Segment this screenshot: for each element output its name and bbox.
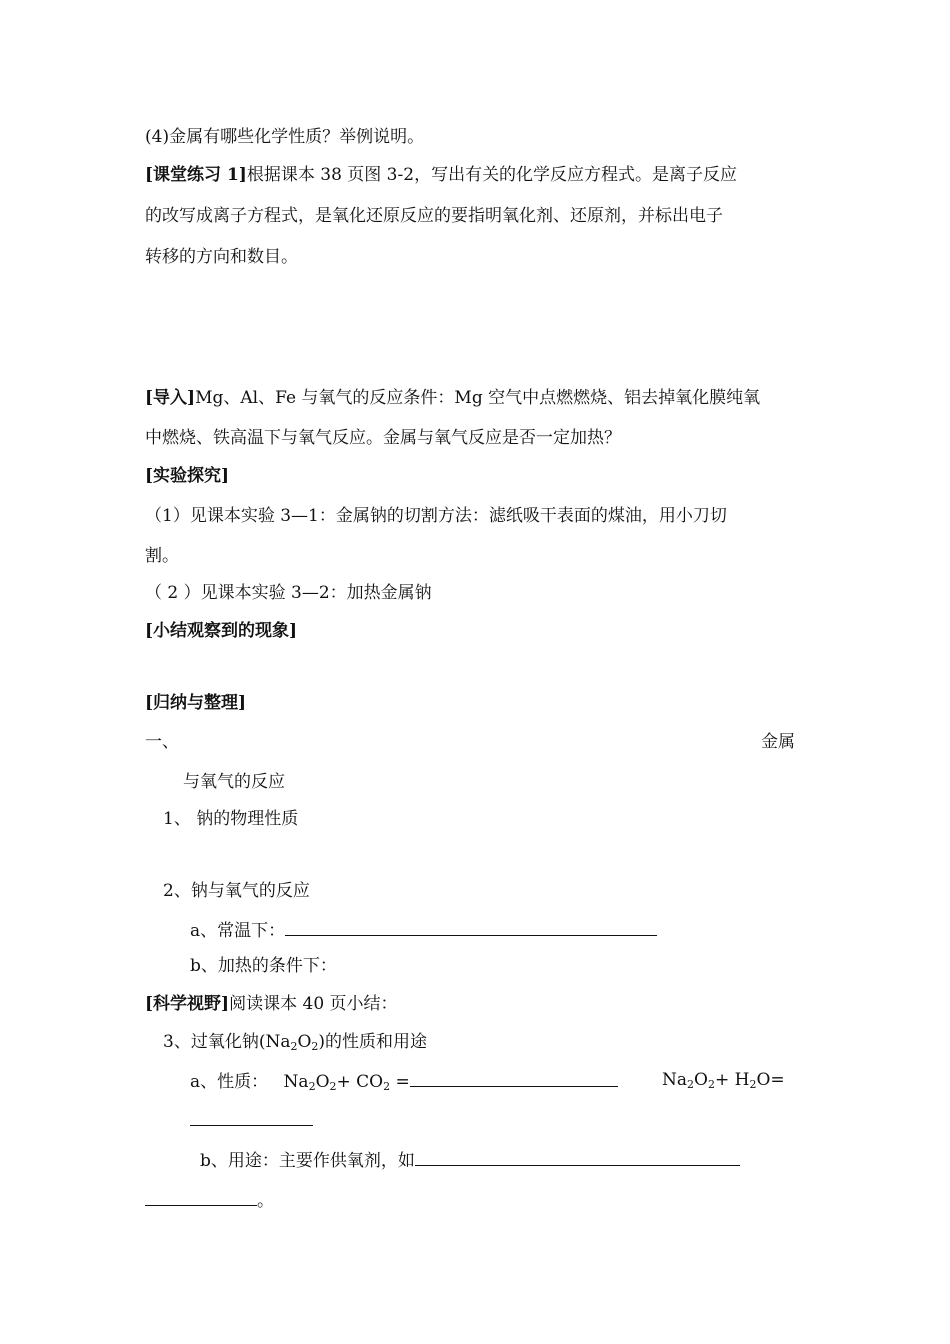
experiment-item-2: （ 2 ）见课本实验 3—2：加热金属钠 — [145, 583, 432, 603]
item-3b-text: b、用途：主要作供氧剂，如 — [200, 1151, 415, 1171]
item-3-sub-2: 2 — [311, 1040, 319, 1053]
section-1-title-a: 金属 — [761, 732, 795, 752]
practice-line-1 — [145, 164, 737, 186]
item-3-sub-1: 2 — [290, 1040, 298, 1053]
answer-blank-room-temp[interactable] — [285, 918, 657, 936]
item-3b-end: 。 — [257, 1191, 274, 1211]
intro-line-2: 中燃烧、铁高温下与氧气反应。金属与氧气反应是否一定加热？ — [145, 428, 621, 448]
equation-h2o: $Na_2O_2+ H_2O=$ — [662, 1070, 785, 1091]
practice-text-1: 根据课本 38 页图 3-2，写出有关的化学反应方程式。是离子反应 — [246, 165, 738, 185]
intro-text-1: Mg、Al、Fe 与氧气的反应条件：Mg 空气中点燃燃烧、铝去掉氧化膜纯氧 — [195, 388, 761, 408]
item-3b-continuation — [145, 1188, 274, 1212]
practice-label: [课堂练习 1] — [145, 165, 247, 185]
item-2: 2、钠与氧气的反应 — [163, 881, 310, 901]
answer-blank-co2[interactable] — [410, 1069, 618, 1087]
summary-label: [小结观察到的现象] — [145, 621, 298, 641]
item-3a-label: a、性质： — [190, 1072, 269, 1092]
question-4: (4)金属有哪些化学性质？举例说明。 — [145, 127, 425, 147]
answer-blank-h2o[interactable] — [190, 1108, 313, 1126]
science-text: 阅读课本 40 页小结： — [229, 994, 398, 1014]
practice-line-3: 转移的方向和数目。 — [145, 247, 298, 267]
experiment-item-1-line-1: （1）见课本实验 3—1：金属钠的切割方法：滤纸吸干表面的煤油，用小刀切 — [145, 506, 727, 526]
practice-line-2: 的改写成离子方程式，是氧化还原反应的要指明氧化剂、还原剂，并标出电子 — [145, 206, 723, 226]
section-1-number: 一、 — [145, 732, 179, 752]
item-3-suffix: )的性质和用途 — [318, 1032, 428, 1052]
answer-blank-usage-2[interactable] — [145, 1188, 257, 1206]
equation-co2: $Na_2O_2+ CO_2$ = — [283, 1072, 410, 1093]
item-3a — [190, 1069, 618, 1093]
item-2a-label: a、常温下： — [190, 921, 286, 941]
experiment-item-1-line-2: 割。 — [145, 546, 179, 566]
intro-line-1 — [145, 387, 760, 409]
organize-label: [归纳与整理] — [145, 693, 247, 713]
item-2a — [190, 918, 657, 942]
science-label: [科学视野] — [145, 994, 230, 1014]
item-2b: b、加热的条件下： — [190, 956, 337, 976]
item-1: 1、 钠的物理性质 — [163, 809, 299, 829]
science-line — [145, 993, 398, 1015]
item-3-prefix: 3、过氧化钠(Na — [163, 1032, 291, 1052]
answer-blank-usage[interactable] — [415, 1148, 740, 1166]
item-3 — [163, 1031, 427, 1053]
item-3b — [200, 1148, 740, 1172]
item-3-mid: O — [297, 1032, 312, 1052]
intro-label: [导入] — [145, 388, 196, 408]
answer-blank-h2o-row — [190, 1108, 313, 1132]
section-1-title-b: 与氧气的反应 — [183, 772, 285, 792]
experiment-label: [实验探究] — [145, 466, 230, 486]
